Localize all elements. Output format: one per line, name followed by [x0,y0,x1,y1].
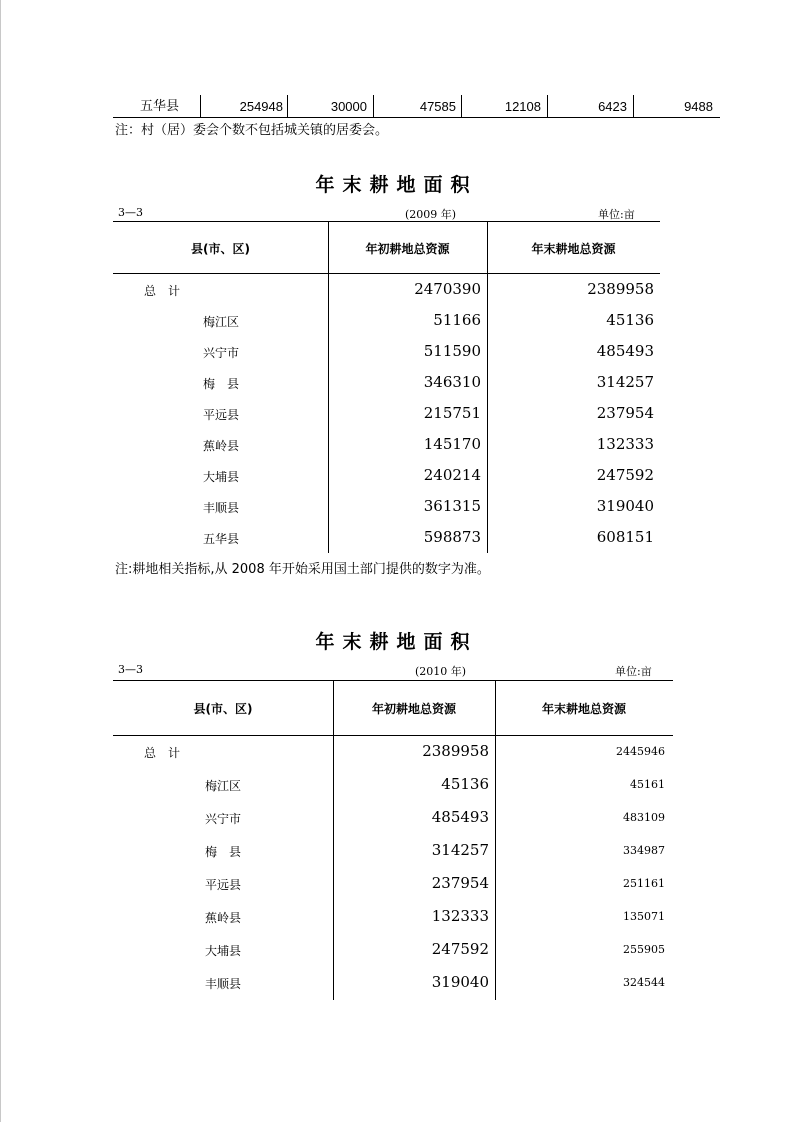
column-divider [547,95,548,117]
row-end-value: 314257 [596,373,654,391]
row-end-value: 2389958 [587,280,654,298]
prev-row-value: 254948 [239,99,283,114]
header-county: 县(市、区) [191,242,250,256]
row-start-value: 485493 [431,808,489,826]
row-name-county: 梅 县 [203,377,240,391]
row-end-value: 334987 [623,844,665,857]
row-end-value: 255905 [623,943,665,956]
header-county: 县(市、区) [193,702,253,716]
column-divider [200,95,201,117]
row-name-county: 梅江区 [203,315,240,329]
row-name-county: 兴宁市 [203,346,240,360]
row-end-value: 608151 [596,528,654,546]
table-2009 [113,221,660,553]
row-name-county: 五华县 [203,532,240,546]
row-start-value: 215751 [423,404,481,422]
row-start-value: 145170 [423,435,481,453]
table-top-border [113,680,673,681]
row-end-value: 45161 [630,778,665,791]
table-2010-unit: 单位:亩 [615,665,652,678]
row-end-value: 132333 [596,435,654,453]
header-start-total: 年初耕地总资源 [371,702,456,716]
row-end-value: 2445946 [616,745,665,758]
row-name-county: 蕉岭县 [205,911,242,925]
row-start-value: 361315 [423,497,481,515]
row-name-county: 大埔县 [205,944,242,958]
row-name-county: 梅江区 [205,779,242,793]
row-start-value: 240214 [423,466,481,484]
table-2009-year: (2009 年) [405,208,457,221]
header-start-total: 年初耕地总资源 [365,242,450,256]
row-name-total: 总 计 [144,284,181,298]
prev-row-value: 47585 [419,99,456,114]
row-end-value: 247592 [596,466,654,484]
row-start-value: 319040 [431,973,489,991]
prev-row-value: 9488 [684,99,713,114]
row-start-value: 132333 [431,907,489,925]
row-end-value: 45136 [606,311,654,329]
header-end-total: 年末耕地总资源 [541,702,626,716]
row-start-value: 598873 [423,528,481,546]
row-end-value: 251161 [623,877,665,890]
row-name-county: 丰顺县 [205,977,242,991]
table-2010-code: 3—3 [118,663,143,676]
column-divider [373,95,374,117]
column-divider [287,95,288,117]
row-end-value: 324544 [623,976,665,989]
row-name-total: 总 计 [144,746,181,760]
row-start-value: 511590 [423,342,481,360]
row-start-value: 2389958 [422,742,489,760]
row-start-value: 247592 [431,940,489,958]
row-end-value: 237954 [596,404,654,422]
row-name-county: 平远县 [205,878,242,892]
table-2009-note: 注:耕地相关指标,从 2008 年开始采用国土部门提供的数字为准。 [115,562,490,577]
column-divider [633,95,634,117]
row-name-county: 蕉岭县 [203,439,240,453]
row-start-value: 314257 [431,841,489,859]
table-header-border [113,735,673,736]
table-header-border [113,273,660,274]
prev-row-name: 五华县 [140,99,180,114]
row-end-value: 135071 [623,910,665,923]
table-2010-year: (2010 年) [415,665,467,678]
prev-table-note: 注：村（居）委会个数不包括城关镇的居委会。 [115,123,389,138]
row-start-value: 51166 [433,311,481,329]
table-2009-title: 年末耕地面积 [315,174,478,196]
prev-row-value: 6423 [598,99,627,114]
row-start-value: 237954 [431,874,489,892]
table-top-border [113,221,660,222]
row-end-value: 483109 [623,811,665,824]
page-left-border [0,0,1,1122]
prev-row-value: 12108 [504,99,541,114]
column-divider [461,95,462,117]
row-start-value: 45136 [441,775,489,793]
table-2009-unit: 单位:亩 [598,208,635,221]
row-end-value: 485493 [596,342,654,360]
prev-row-value: 30000 [330,99,367,114]
table-2009-code: 3—3 [118,206,143,219]
row-start-value: 346310 [423,373,481,391]
table-2010-title: 年末耕地面积 [315,631,478,653]
row-name-county: 大埔县 [203,470,240,484]
row-name-county: 兴宁市 [205,812,242,826]
row-name-county: 平远县 [203,408,240,422]
header-end-total: 年末耕地总资源 [531,242,616,256]
row-name-county: 丰顺县 [203,501,240,515]
table-2010 [113,680,673,1000]
prev-table-row [113,95,720,118]
row-name-county: 梅 县 [205,845,242,859]
row-start-value: 2470390 [414,280,481,298]
row-end-value: 319040 [596,497,654,515]
